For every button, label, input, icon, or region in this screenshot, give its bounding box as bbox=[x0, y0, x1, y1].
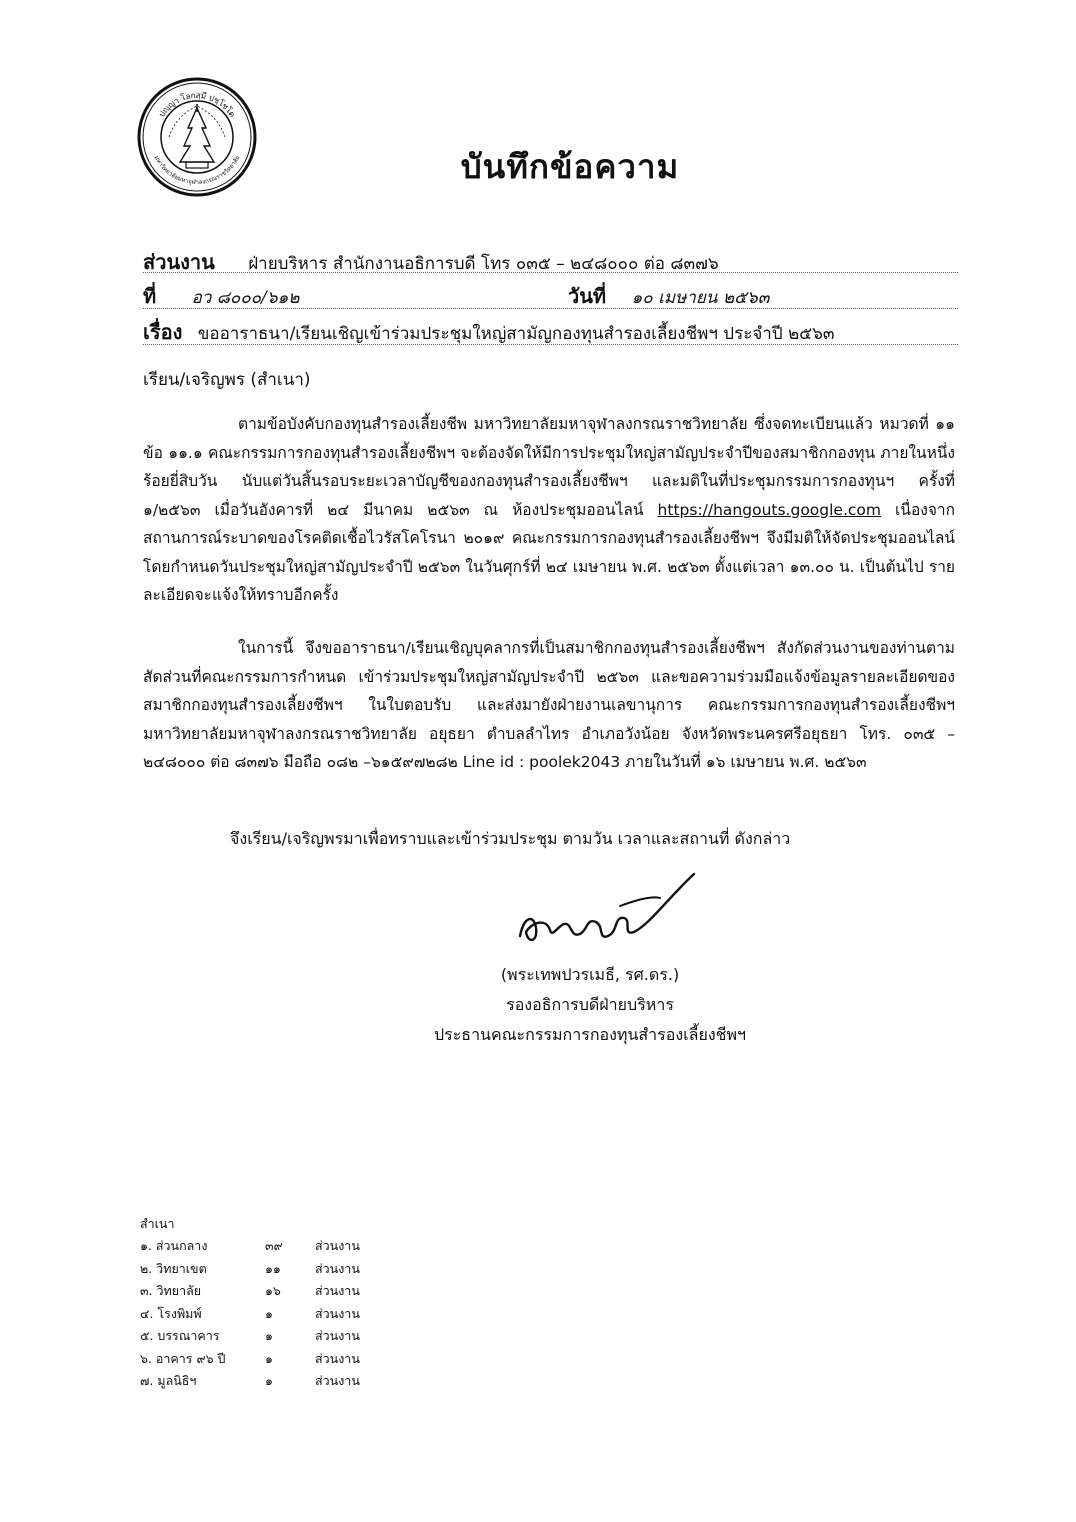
paragraph-text: เนื่องจากสถานการณ์ระบาดของโรคติดเชื้อไวรัสโคโรนา ๒๐๑๙ คณะกรรมการกองทุนสำรองเลี้ยงชีพฯ จึงมีมติให้จัดประชุมออนไลน์ โดยกำหนดวันประชุมใหญ่สามัญประจำปี ๒๕๖๓ ในวันศุกร์ที่ ๒๔ เมษายน พ.ศ. ๒๕๖๓ ตั้งแต่เวลา ๑๓.๐๐ น. เป็นต้นไป รายละเอียดจะแจ้งให้ทราบอีกครั้ง bbox=[143, 500, 955, 604]
list-item bbox=[140, 1326, 400, 1349]
list-item bbox=[140, 1371, 400, 1394]
university-seal-icon bbox=[136, 76, 258, 198]
divider bbox=[143, 308, 958, 309]
date-label: วันที่ bbox=[568, 284, 607, 308]
copy-unit: ส่วนงาน bbox=[315, 1305, 360, 1321]
copy-item: ๒. วิทยาเขต bbox=[140, 1260, 207, 1276]
reference-value: อว ๘๐๐๐/๖๑๒ bbox=[191, 288, 300, 308]
department-row bbox=[143, 246, 963, 278]
department-value: ฝ่ายบริหาร สำนักงานอธิการบดี โทร ๐๓๕ – ๒๔๘๐๐๐ ต่อ ๘๓๗๖ bbox=[248, 254, 719, 274]
signature-block bbox=[410, 960, 770, 1050]
copy-count: ๓๙ bbox=[265, 1238, 283, 1253]
copy-unit: ส่วนงาน bbox=[315, 1350, 360, 1366]
body-paragraph-2: ในการนี้ จึงขออาราธนา/เรียนเชิญบุคลากรที่เป็นสมาชิกกองทุนสำรองเลี้ยงชีพฯ สังกัดส่วนงานของท่านตามสัดส่วนที่คณะกรรมการกำหนด เข้าร่วมประชุมใหญ่สามัญประจำปี ๒๕๖๓ และขอความร่วมมือแจ้งข้อมูลรายละเอียดของสมาชิกกองทุนสำรองเลี้ยงชีพฯ ในใบตอบรับ และส่งมายังฝ่ายงานเลขานุการ คณะกรรมการกองทุนสำรองเลี้ยงชีพฯ มหาวิทยาลัยมหาจุฬาลงกรณราชวิทยาลัย อยุธยา ตำบลลำไทร อำเภอวังน้อย จังหวัดพระนครศรีอยุธยา โทร. ๐๓๕ – ๒๔๘๐๐๐ ต่อ ๘๓๗๖ มือถือ ๐๘๒ –๖๑๕๙๗๒๘๒ Line id : poolek2043 ภายในวันที่ ๑๖ เมษายน พ.ศ. ๒๕๖๓ bbox=[143, 639, 955, 771]
copy-count: ๑ bbox=[265, 1350, 273, 1366]
divider bbox=[143, 344, 958, 345]
signer-position: ประธานคณะกรรมการกองทุนสำรองเลี้ยงชีพฯ bbox=[433, 1025, 747, 1044]
copy-count: ๑๖ bbox=[265, 1283, 281, 1298]
copy-count: ๑ bbox=[265, 1328, 273, 1343]
svg-text:มหาวิทยาลัยมหาจุฬาลงกรณราชวิทย: มหาวิทยาลัยมหาจุฬาลงกรณราชวิทยาลัย bbox=[152, 154, 242, 187]
copy-list-title: สำเนา bbox=[140, 1216, 175, 1231]
copy-item: ๖. อาคาร ๙๖ ปี bbox=[140, 1350, 226, 1366]
signer-position: รองอธิการบดีฝ่ายบริหาร bbox=[506, 995, 674, 1014]
subject-label: เรื่อง bbox=[143, 320, 183, 344]
svg-text:ปญฺญา โลกสฺมึ ปชฺโชโต: ปญฺญา โลกสฺมึ ปชฺโชโต bbox=[157, 90, 237, 119]
department-label: ส่วนงาน bbox=[143, 250, 215, 274]
list-item bbox=[140, 1236, 400, 1259]
copy-item: ๗. มูลนิธิฯ bbox=[140, 1373, 197, 1388]
paragraph-text: ตามข้อบังคับกองทุนสำรองเลี้ยงชีพ มหาวิทยาลัยมหาจุฬาลงกรณราชวิทยาลัย ซึ่งจดทะเบียนแล้ว หมวดที่ ๑๑ ข้อ ๑๑.๑ คณะกรรมการกองทุนสำรองเลี้ยงชีพฯ จะต้องจัดให้มีการประชุมใหญ่สามัญประจำปีของสมาชิกกองทุน ภายในหนึ่งร้อยยี่สิบวัน นับแต่วันสิ้นรอบระยะเวลาบัญชีของกองทุนสำรองเลี้ยงชีพฯ และมติในที่ประชุมกรรมการกองทุนฯ ครั้งที่ ๑/๒๕๖๓ เมื่อวันอังคารที่ ๒๔ มีนาคม ๒๕๖๓ ณ ห้องประชุมออนไลน์ bbox=[143, 415, 955, 519]
list-item bbox=[140, 1304, 400, 1327]
meeting-link[interactable]: https://hangouts.google.com bbox=[657, 500, 881, 519]
body-paragraph-1 bbox=[143, 410, 955, 610]
copy-unit: ส่วนงาน bbox=[315, 1283, 360, 1298]
copy-count: ๑ bbox=[265, 1305, 273, 1321]
copy-count: ๑ bbox=[265, 1373, 273, 1388]
signer-name: (พระเทพปวรเมธี, รศ.ดร.) bbox=[500, 965, 680, 984]
copy-unit: ส่วนงาน bbox=[315, 1373, 360, 1388]
divider bbox=[143, 272, 958, 273]
closing-line: จึงเรียน/เจริญพรมาเพื่อทราบและเข้าร่วมประชุม ตามวัน เวลาและสถานที่ ดังกล่าว bbox=[230, 829, 791, 848]
memo-title: บันทึกข้อความ bbox=[460, 147, 680, 186]
subject-value: ขออาราธนา/เรียนเชิญเข้าร่วมประชุมใหญ่สามัญกองทุนสำรองเลี้ยงชีพฯ ประจำปี ๒๕๖๓ bbox=[197, 324, 835, 344]
copy-item: ๕. บรรณาคาร bbox=[140, 1328, 220, 1343]
salutation: เรียน/เจริญพร (สำเนา) bbox=[143, 370, 311, 390]
copy-unit: ส่วนงาน bbox=[315, 1328, 360, 1343]
handwritten-signature bbox=[510, 866, 700, 956]
list-item bbox=[140, 1349, 400, 1372]
list-item bbox=[140, 1281, 400, 1304]
copy-item: ๔. โรงพิมพ์ bbox=[140, 1305, 202, 1321]
copy-unit: ส่วนงาน bbox=[315, 1238, 360, 1253]
copy-unit: ส่วนงาน bbox=[315, 1260, 360, 1276]
copy-list bbox=[140, 1236, 400, 1394]
list-item bbox=[140, 1259, 400, 1282]
copy-item: ๓. วิทยาลัย bbox=[140, 1283, 202, 1298]
reference-label: ที่ bbox=[143, 284, 157, 308]
copy-item: ๑. ส่วนกลาง bbox=[140, 1238, 208, 1253]
date-value: ๑๐ เมษายน ๒๕๖๓ bbox=[631, 288, 770, 308]
copy-count: ๑๑ bbox=[265, 1260, 281, 1276]
